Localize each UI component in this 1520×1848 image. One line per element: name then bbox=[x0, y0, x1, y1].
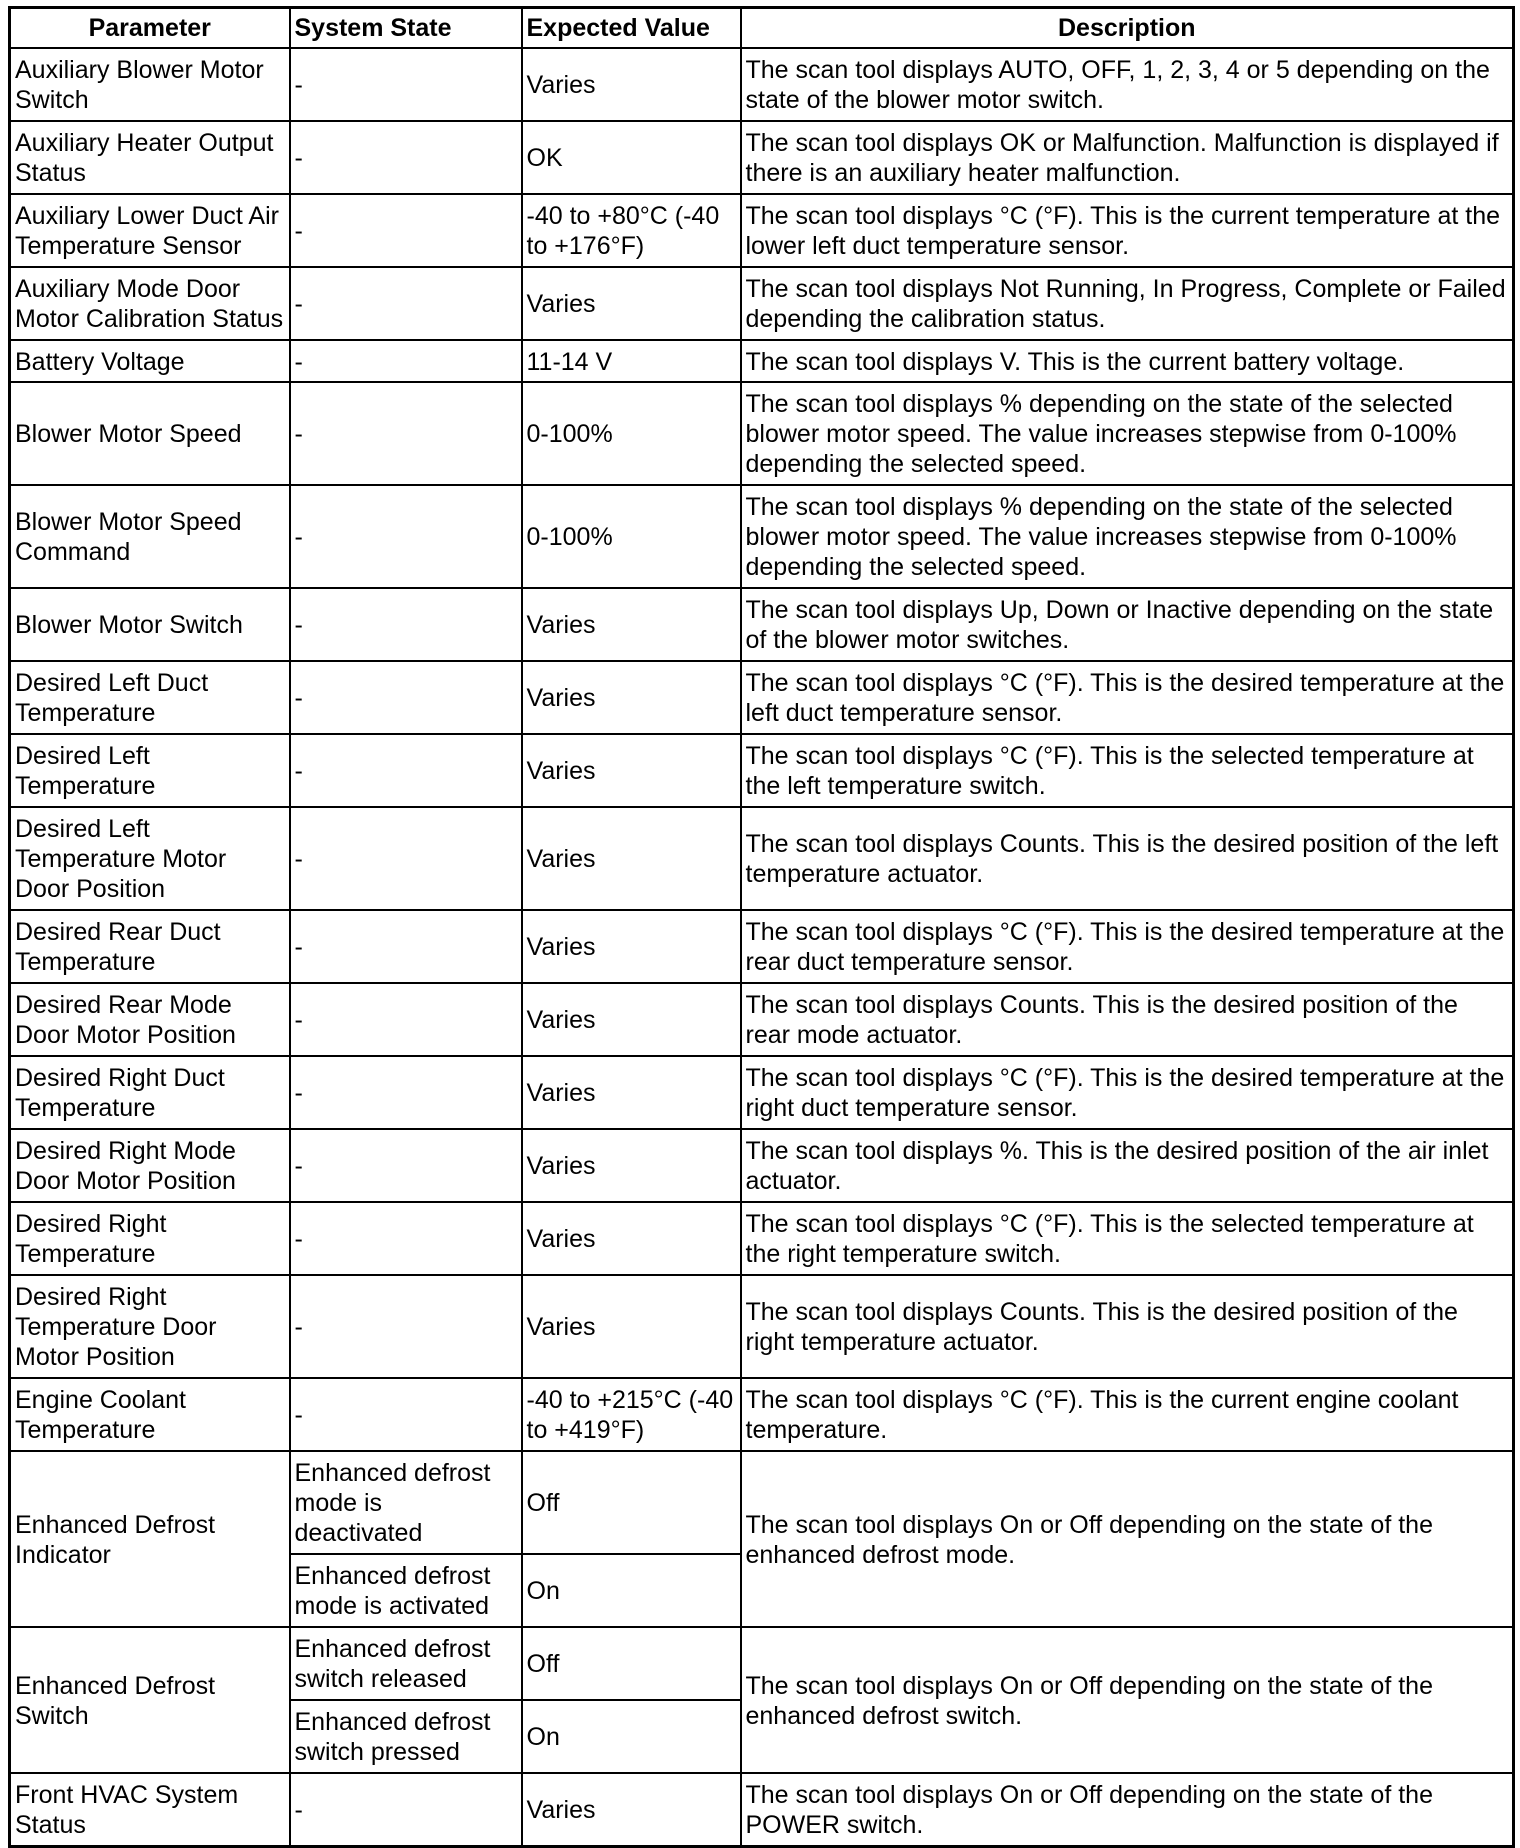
parameter-cell: Desired Right Duct Temperature bbox=[10, 1056, 290, 1129]
parameter-table bbox=[8, 6, 1515, 1848]
state-cell: - bbox=[290, 1275, 522, 1378]
description-cell: The scan tool displays %. This is the desired position of the air inlet actuator. bbox=[741, 1129, 1514, 1202]
value-cell: Varies bbox=[522, 1773, 741, 1846]
parameter-cell: Desired Right Temperature Door Motor Position bbox=[10, 1275, 290, 1378]
state-cell: - bbox=[290, 983, 522, 1056]
state-cell: - bbox=[290, 194, 522, 267]
state-cell: - bbox=[290, 807, 522, 910]
description-cell: The scan tool displays °C (°F). This is the current engine coolant temperature. bbox=[741, 1378, 1514, 1451]
value-cell: -40 to +80°C (-40 to +176°F) bbox=[522, 194, 741, 267]
parameter-cell: Desired Rear Mode Door Motor Position bbox=[10, 983, 290, 1056]
value-cell: Varies bbox=[522, 48, 741, 121]
value-cell: Varies bbox=[522, 661, 741, 734]
description-cell: The scan tool displays Counts. This is the desired position of the rear mode actuator. bbox=[741, 983, 1514, 1056]
parameter-cell: Desired Left Temperature Motor Door Position bbox=[10, 807, 290, 910]
parameter-cell: Blower Motor Speed bbox=[10, 382, 290, 485]
table-row bbox=[10, 1451, 1514, 1554]
state-cell: - bbox=[290, 1773, 522, 1846]
table-row bbox=[10, 1129, 1514, 1202]
description-cell: The scan tool displays OK or Malfunction. Malfunction is displayed if there is an auxiliary heater malfunction. bbox=[741, 121, 1514, 194]
parameter-cell: Desired Left Temperature bbox=[10, 734, 290, 807]
parameter-cell: Auxiliary Mode Door Motor Calibration Status bbox=[10, 267, 290, 340]
header-parameter: Parameter bbox=[10, 8, 290, 49]
description-cell: The scan tool displays On or Off depending on the state of the enhanced defrost switch. bbox=[741, 1627, 1514, 1773]
table-row bbox=[10, 807, 1514, 910]
description-cell: The scan tool displays Counts. This is the desired position of the right temperature actuator. bbox=[741, 1275, 1514, 1378]
description-cell: The scan tool displays Counts. This is the desired position of the left temperature actuator. bbox=[741, 807, 1514, 910]
description-cell: The scan tool displays °C (°F). This is the desired temperature at the right duct temperature sensor. bbox=[741, 1056, 1514, 1129]
description-cell: The scan tool displays °C (°F). This is the desired temperature at the left duct temperature sensor. bbox=[741, 661, 1514, 734]
description-cell: The scan tool displays % depending on the state of the selected blower motor speed. The value increases stepwise from 0-100% depending the selected speed. bbox=[741, 485, 1514, 588]
description-cell: The scan tool displays Up, Down or Inactive depending on the state of the blower motor switches. bbox=[741, 588, 1514, 661]
state-cell: - bbox=[290, 734, 522, 807]
description-cell: The scan tool displays °C (°F). This is the desired temperature at the rear duct temperature sensor. bbox=[741, 910, 1514, 983]
value-cell: Varies bbox=[522, 267, 741, 340]
state-cell: - bbox=[290, 267, 522, 340]
value-cell: 0-100% bbox=[522, 382, 741, 485]
state-cell: - bbox=[290, 588, 522, 661]
parameter-cell: Enhanced Defrost Indicator bbox=[10, 1451, 290, 1627]
parameter-cell: Auxiliary Heater Output Status bbox=[10, 121, 290, 194]
state-cell: - bbox=[290, 1378, 522, 1451]
value-cell: -40 to +215°C (-40 to +419°F) bbox=[522, 1378, 741, 1451]
value-cell: 0-100% bbox=[522, 485, 741, 588]
parameter-cell: Desired Right Mode Door Motor Position bbox=[10, 1129, 290, 1202]
state-cell: Enhanced defrost switch pressed bbox=[290, 1700, 522, 1773]
table-row bbox=[10, 1627, 1514, 1700]
table-row bbox=[10, 910, 1514, 983]
value-cell: Varies bbox=[522, 1129, 741, 1202]
header-system-state: System State bbox=[290, 8, 522, 49]
description-cell: The scan tool displays On or Off depending on the state of the POWER switch. bbox=[741, 1773, 1514, 1846]
table-row bbox=[10, 485, 1514, 588]
parameter-cell: Front HVAC System Status bbox=[10, 1773, 290, 1846]
header-expected-value: Expected Value bbox=[522, 8, 741, 49]
table-row bbox=[10, 340, 1514, 382]
value-cell: On bbox=[522, 1554, 741, 1627]
parameter-cell: Auxiliary Blower Motor Switch bbox=[10, 48, 290, 121]
table-row bbox=[10, 1275, 1514, 1378]
parameter-cell: Blower Motor Speed Command bbox=[10, 485, 290, 588]
state-cell: - bbox=[290, 340, 522, 382]
table-row bbox=[10, 1378, 1514, 1451]
value-cell: Varies bbox=[522, 983, 741, 1056]
state-cell: Enhanced defrost switch released bbox=[290, 1627, 522, 1700]
parameter-cell: Enhanced Defrost Switch bbox=[10, 1627, 290, 1773]
state-cell: - bbox=[290, 48, 522, 121]
state-cell: - bbox=[290, 121, 522, 194]
parameter-cell: Desired Left Duct Temperature bbox=[10, 661, 290, 734]
table-row bbox=[10, 1202, 1514, 1275]
description-cell: The scan tool displays Not Running, In Progress, Complete or Failed depending the calibration status. bbox=[741, 267, 1514, 340]
parameter-cell: Battery Voltage bbox=[10, 340, 290, 382]
table-row bbox=[10, 1773, 1514, 1846]
description-cell: The scan tool displays % depending on the state of the selected blower motor speed. The value increases stepwise from 0-100% depending the selected speed. bbox=[741, 382, 1514, 485]
table-row bbox=[10, 194, 1514, 267]
value-cell: Varies bbox=[522, 1202, 741, 1275]
parameter-cell: Engine Coolant Temperature bbox=[10, 1378, 290, 1451]
state-cell: Enhanced defrost mode is deactivated bbox=[290, 1451, 522, 1554]
state-cell: Enhanced defrost mode is activated bbox=[290, 1554, 522, 1627]
value-cell: Varies bbox=[522, 734, 741, 807]
parameter-cell: Blower Motor Switch bbox=[10, 588, 290, 661]
value-cell: Varies bbox=[522, 1056, 741, 1129]
value-cell: Varies bbox=[522, 910, 741, 983]
table-row bbox=[10, 588, 1514, 661]
state-cell: - bbox=[290, 485, 522, 588]
table-row bbox=[10, 1056, 1514, 1129]
table-row bbox=[10, 48, 1514, 121]
parameter-cell: Auxiliary Lower Duct Air Temperature Sensor bbox=[10, 194, 290, 267]
value-cell: OK bbox=[522, 121, 741, 194]
state-cell: - bbox=[290, 1056, 522, 1129]
value-cell: Varies bbox=[522, 807, 741, 910]
description-cell: The scan tool displays °C (°F). This is the current temperature at the lower left duct temperature sensor. bbox=[741, 194, 1514, 267]
table-row bbox=[10, 121, 1514, 194]
table-row bbox=[10, 983, 1514, 1056]
description-cell: The scan tool displays °C (°F). This is the selected temperature at the right temperature switch. bbox=[741, 1202, 1514, 1275]
value-cell: 11-14 V bbox=[522, 340, 741, 382]
value-cell: Off bbox=[522, 1451, 741, 1554]
state-cell: - bbox=[290, 910, 522, 983]
description-cell: The scan tool displays V. This is the current battery voltage. bbox=[741, 340, 1514, 382]
table-row bbox=[10, 734, 1514, 807]
state-cell: - bbox=[290, 382, 522, 485]
description-cell: The scan tool displays On or Off depending on the state of the enhanced defrost mode. bbox=[741, 1451, 1514, 1627]
table-row bbox=[10, 382, 1514, 485]
description-cell: The scan tool displays °C (°F). This is the selected temperature at the left temperature switch. bbox=[741, 734, 1514, 807]
description-cell: The scan tool displays AUTO, OFF, 1, 2, 3, 4 or 5 depending on the state of the blower motor switch. bbox=[741, 48, 1514, 121]
table-row bbox=[10, 267, 1514, 340]
state-cell: - bbox=[290, 1202, 522, 1275]
table-row bbox=[10, 661, 1514, 734]
state-cell: - bbox=[290, 661, 522, 734]
value-cell: On bbox=[522, 1700, 741, 1773]
value-cell: Varies bbox=[522, 588, 741, 661]
parameter-cell: Desired Right Temperature bbox=[10, 1202, 290, 1275]
value-cell: Varies bbox=[522, 1275, 741, 1378]
header-description: Description bbox=[741, 8, 1514, 49]
value-cell: Off bbox=[522, 1627, 741, 1700]
header-row bbox=[10, 8, 1514, 49]
state-cell: - bbox=[290, 1129, 522, 1202]
parameter-cell: Desired Rear Duct Temperature bbox=[10, 910, 290, 983]
